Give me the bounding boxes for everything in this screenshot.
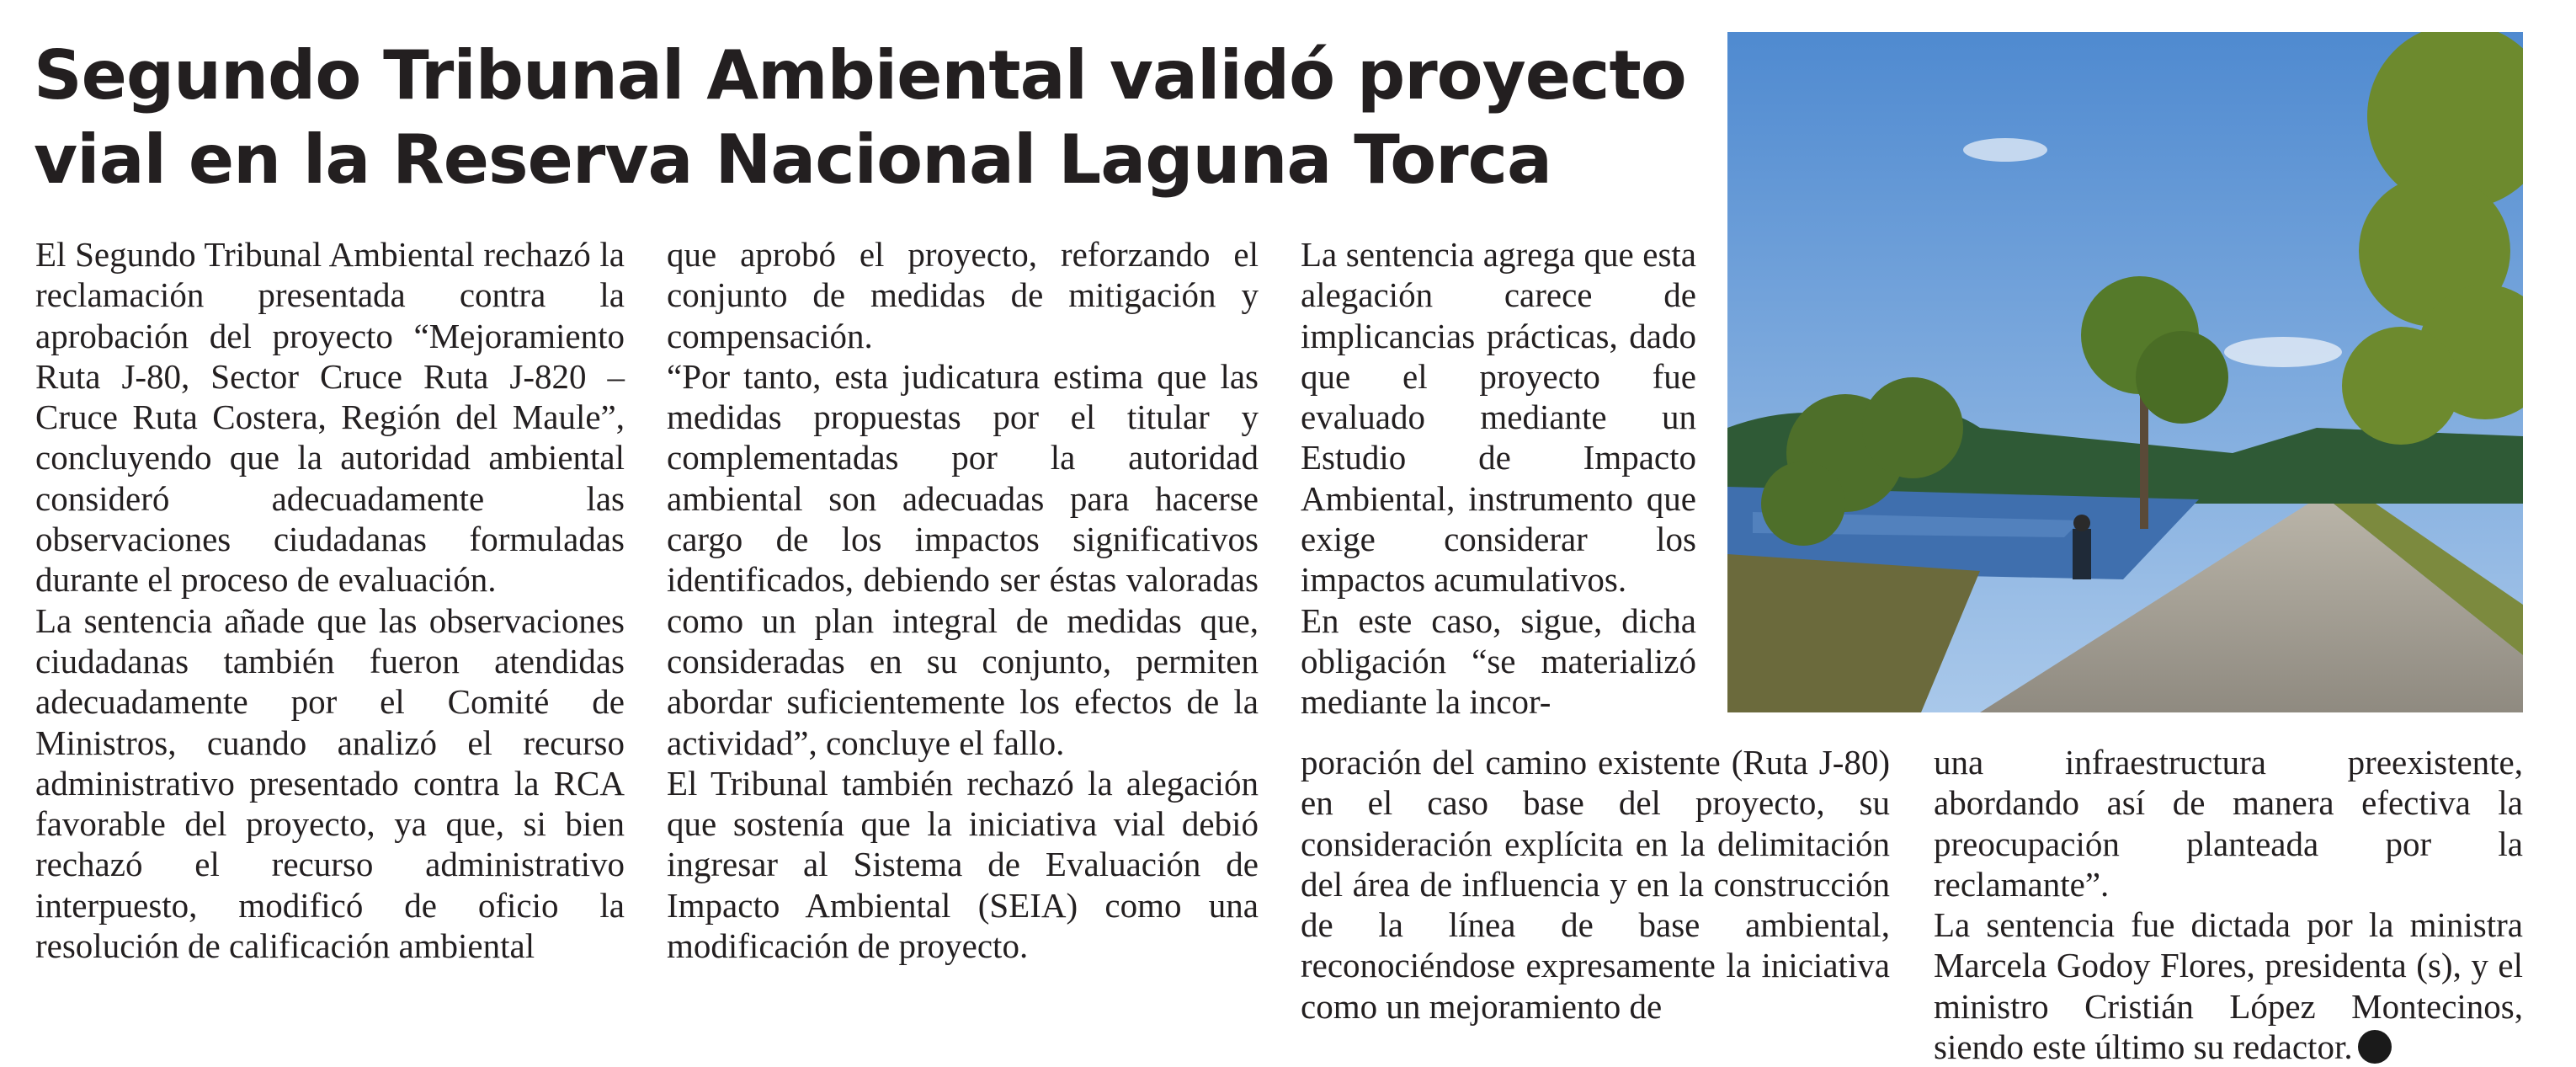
paragraph: poración del camino existente (Ruta J-80) en el caso base del proyecto, su consideración explícita en la delimitación del área de influencia y en la construcción de la línea de base ambiental, reconociéndose expresamente la iniciativa como un mejoramiento de [1301, 743, 1890, 1026]
paragraph: El Segundo Tribunal Ambiental rechazó la reclamación presentada contra la aprobación del proyecto “Mejoramiento Ruta J-80, Sector Cruce Ruta J-820 – Cruce Ruta Costera, Región del Maule”, concluyendo que la autoridad ambiental consideró adecuadamente las observaciones ciudadanas formuladas durante el proceso de evaluación. [35, 235, 625, 600]
paragraph: El Tribunal también rechazó la alegación que sostenía que la iniciativa vial debió ingresar al Sistema de Evaluación de Impacto Ambiental (SEIA) como una modificación de proyecto. [667, 763, 1259, 966]
cloud [2224, 337, 2342, 367]
paragraph: La sentencia añade que las observaciones ciudadanas también fueron atendidas adecuadamente por el Comité de Ministros, cuando analizó el recurso administrativo presentado contra la RCA favorable del proyecto, ya que, si bien rechazó el recurso administrativo interpuesto, modificó de oficio la resolución de calificación ambiental [35, 600, 625, 966]
text-column-2 [667, 234, 1259, 966]
paragraph: que aprobó el proyecto, reforzando el conjunto de medidas de mitigación y compensación. [667, 235, 1259, 355]
article-photo [1727, 32, 2523, 712]
text-column-4 [1934, 742, 2523, 1067]
text-column-3-top [1301, 234, 1696, 723]
end-of-article-dot [2358, 1030, 2392, 1064]
closing-sentence: La sentencia fue dictada por la ministra Marcela Godoy Flores, presidenta (s), y el ministro Cristián López Montecinos, siendo este último su redactor. [1934, 905, 2523, 1067]
text-column-1 [35, 234, 625, 966]
paragraph: una infraestructura preexistente, abordando así de manera efectiva la preocupación planteada por la reclamante”. [1934, 743, 2523, 904]
paragraph: En este caso, sigue, dicha obligación “se materializó mediante la incor- [1301, 600, 1696, 722]
cloud [1963, 138, 2047, 162]
person-figure [2073, 515, 2091, 579]
paragraph: “Por tanto, esta judicatura estima que las medidas propuestas por el titular y complementadas por la autoridad ambiental son adecuadas para hacerse cargo de los impactos significativos identificados, debiendo ser éstas valoradas como un plan integral de medidas que, consideradas en su conjunto, permiten abordar suficientemente los efectos de la actividad”, concluye el fallo. [667, 356, 1259, 762]
lake-road-illustration [1727, 32, 2523, 712]
paragraph [1934, 904, 2523, 1067]
article-headline: Segundo Tribunal Ambiental validó proyecto vial en la Reserva Nacional Laguna Torca [34, 36, 1686, 199]
text-column-3-bottom [1301, 742, 1890, 1027]
paragraph: La sentencia agrega que esta alegación carece de implicancias prácticas, dado que el proyecto fue evaluado mediante un Estudio de Impacto Ambiental, instrumento que exige considerar los impactos acumulativos. [1301, 235, 1696, 600]
